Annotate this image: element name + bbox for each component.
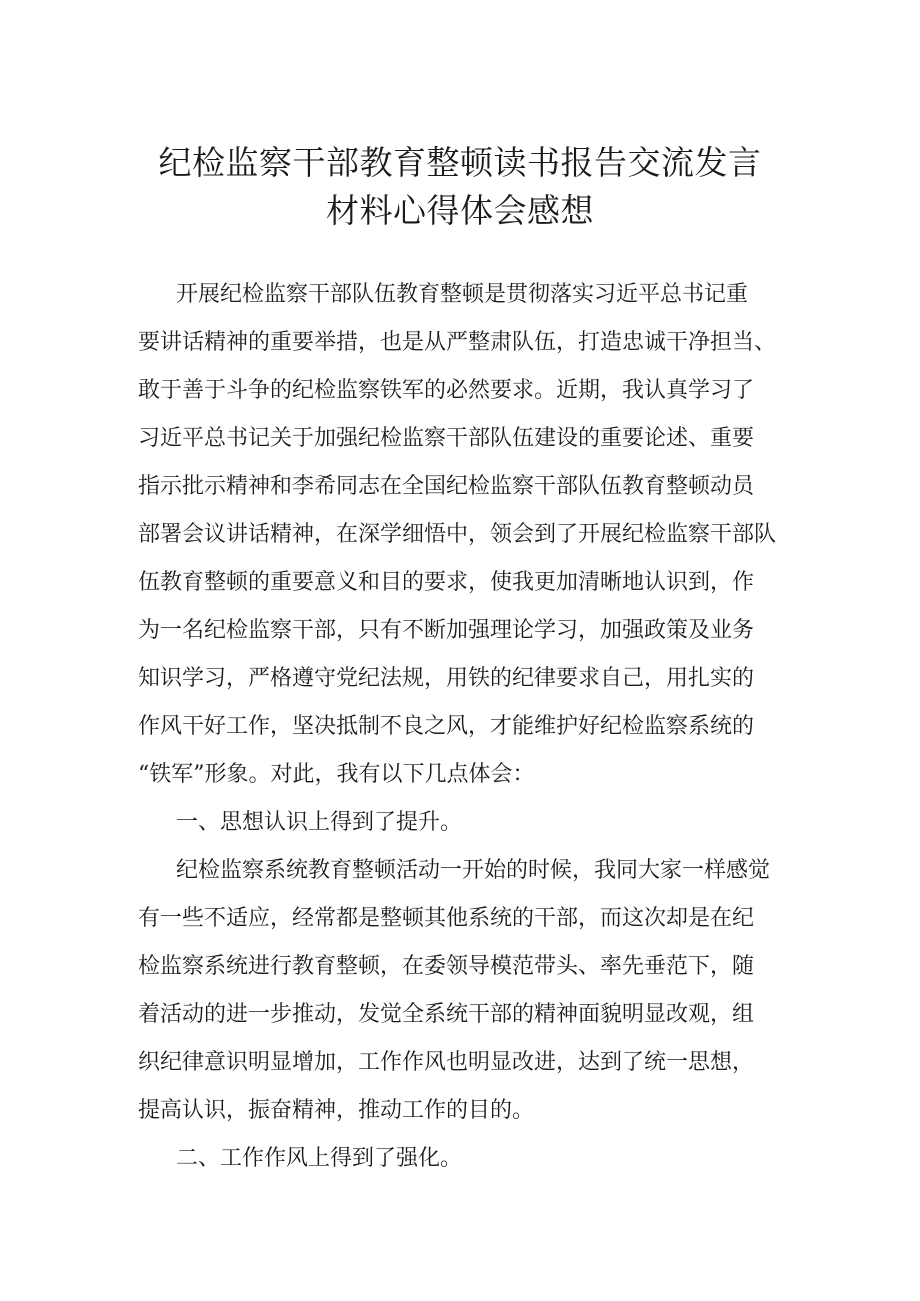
paragraph-text: 开展纪检监察干部队伍教育整顿是贯彻落实习近平总书记重 bbox=[176, 282, 749, 307]
paragraph-line bbox=[0, 659, 920, 699]
paragraph-line bbox=[0, 947, 920, 987]
paragraph-text: 习近平总书记关于加强纪检监察干部队伍建设的重要论述、重要 bbox=[138, 426, 755, 451]
paragraph-text: 着活动的进一步推动，发觉全系统干部的精神面貌明显改观，组 bbox=[138, 1002, 755, 1027]
paragraph-text: 作风干好工作，坚决抵制不良之风，才能维护好纪检监察系统的 bbox=[138, 714, 755, 739]
paragraph-text: “铁军”形象。对此，我有以下几点体会： bbox=[138, 762, 535, 787]
paragraph-line bbox=[0, 995, 920, 1035]
paragraph-line bbox=[0, 755, 920, 795]
document-title-line-2: 材料心得体会感想 bbox=[326, 191, 594, 230]
paragraph-line bbox=[0, 611, 920, 651]
paragraph-text: 要讲话精神的重要举措，也是从严整肃队伍，打造忠诚干净担当、 bbox=[138, 330, 777, 355]
paragraph-text: 织纪律意识明显增加，工作作风也明显改进，达到了统一思想， bbox=[138, 1050, 755, 1075]
paragraph-text: 有一些不适应，经常都是整顿其他系统的干部，而这次却是在纪 bbox=[138, 906, 755, 931]
paragraph-line bbox=[0, 899, 920, 939]
paragraph-line bbox=[0, 419, 920, 459]
paragraph-text: 部署会议讲话精神，在深学细悟中，领会到了开展纪检监察干部队 bbox=[138, 522, 777, 547]
paragraph-text: 指示批示精神和李希同志在全国纪检监察干部队伍教育整顿动员 bbox=[138, 474, 755, 499]
paragraph-line bbox=[0, 323, 920, 363]
section-heading-2 bbox=[0, 1139, 920, 1179]
section-heading-1 bbox=[0, 803, 920, 843]
paragraph-line bbox=[0, 563, 920, 603]
paragraph-line bbox=[0, 1091, 920, 1131]
paragraph-line bbox=[0, 1043, 920, 1083]
paragraph-text: 纪检监察系统教育整顿活动一开始的时候，我同大家一样感觉 bbox=[176, 858, 771, 883]
paragraph-line bbox=[0, 467, 920, 507]
paragraph-text: 敢于善于斗争的纪检监察铁军的必然要求。近期，我认真学习了 bbox=[138, 378, 755, 403]
paragraph-line bbox=[0, 371, 920, 411]
paragraph-line bbox=[0, 275, 920, 315]
paragraph-text: 为一名纪检监察干部，只有不断加强理论学习，加强政策及业务 bbox=[138, 618, 755, 643]
section-heading-text: 二、工作作风上得到了强化。 bbox=[176, 1146, 463, 1171]
paragraph-text: 提高认识，振奋精神，推动工作的目的。 bbox=[138, 1098, 535, 1123]
paragraph-line bbox=[0, 707, 920, 747]
paragraph-text: 检监察系统进行教育整顿，在委领导模范带头、率先垂范下，随 bbox=[138, 954, 755, 979]
paragraph-text: 知识学习，严格遵守党纪法规，用铁的纪律要求自己，用扎实的 bbox=[138, 666, 755, 691]
paragraph-text: 伍教育整顿的重要意义和目的要求，使我更加清晰地认识到，作 bbox=[138, 570, 755, 595]
paragraph-line bbox=[0, 851, 920, 891]
section-heading-text: 一、思想认识上得到了提升。 bbox=[176, 810, 463, 835]
paragraph-line bbox=[0, 515, 920, 555]
document-title-line-1: 纪检监察干部教育整顿读书报告交流发言 bbox=[158, 143, 762, 182]
